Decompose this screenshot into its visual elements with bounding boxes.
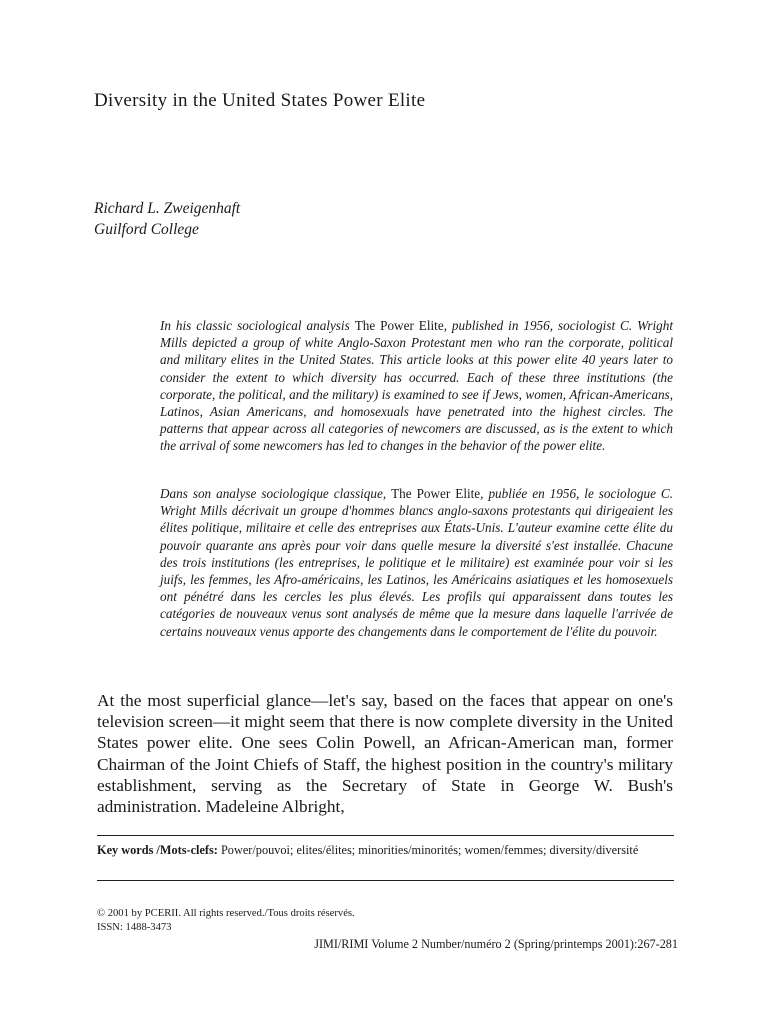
abstract-english-intro: In his classic sociological analysis	[160, 318, 355, 333]
abstract-french-book-title: The Power Elite	[391, 486, 481, 501]
keywords-text: Power/pouvoi; elites/élites; minorities/minorités; women/femmes; diversity/diversité	[217, 843, 639, 857]
keywords-label: Key words /Mots-clefs:	[97, 843, 218, 857]
abstract-english-book-title: The Power Elite	[354, 318, 444, 333]
author-block	[94, 198, 494, 240]
abstract-english	[160, 317, 673, 455]
journal-citation: JIMI/RIMI Volume 2 Number/numéro 2 (Spring/printemps 2001):267-281	[314, 937, 678, 951]
copyright-block	[97, 907, 497, 935]
keywords-bottom-rule	[97, 880, 674, 881]
author-name: Richard L. Zweigenhaft	[94, 200, 241, 217]
body-paragraph: At the most superficial glance—let's say, based on the faces that appear on one's television screen—it might seem that there is now complete diversity in the United States power elite. One sees Colin Powell, an African-American man, former Chairman of the Joint Chiefs of Staff, the highest position in the country's military establishment, serving as the Secretary of State in George W. Bush's administration. Madeleine Albright,	[97, 691, 673, 817]
copyright-notice: © 2001 by PCERII. All rights reserved./Tous droits réservés.	[97, 908, 355, 919]
abstract-french-intro: Dans son analyse sociologique classique,	[160, 486, 392, 501]
abstract-french	[160, 485, 673, 640]
issn: ISSN: 1488-3473	[97, 922, 172, 933]
keywords-top-rule	[97, 835, 674, 836]
abstract-english-body: , published in 1956, sociologist C. Wright Mills depicted a group of white Anglo-Saxon Protestant men who ran the corporate, political and military elites in the United States. This article looks at this power elite 40 years later to consider the extent to which diversity has occurred. Each of these three institutions (the corporate, the political, and the military) is examined to see if Jews, women, African-Americans, Latinos, Asian Americans, and homosexuals have penetrated into the highest circles. The patterns that appear across all categories of newcomers are discussed, as is the extent to which the arrival of some newcomers has led to changes in the behavior of the power elite.	[160, 318, 674, 454]
keywords-block	[97, 842, 674, 858]
author-affiliation: Guilford College	[94, 221, 199, 238]
article-title: Diversity in the United States Power Elite	[94, 90, 426, 111]
abstract-french-body: , publiée en 1956, le sociologue C. Wright Mills décrivait un groupe d'hommes blancs anglo-saxons protestants qui dirigeaient les élites politique, militaire et celle des entreprises aux États-Unis. L'auteur examine cette élite du pouvoir quarante ans après pour voir dans quelle mesure la diversité s'est installée. Chacune des trois institutions (les entreprises, le politique et le militaire) est examinée pour voir si les juifs, les femmes, les Afro-américains, les Latinos, les Américains asiatiques et les homosexuels ont pénétré dans les cercles les plus élevés. Les profils qui apparaissent dans toutes les catégories de nouveaux venus sont analysés de même que la mesure dans laquelle l'arrivée de certains nouveaux venus apporte des changements dans le comportement de l'élite du pouvoir.	[160, 486, 674, 639]
